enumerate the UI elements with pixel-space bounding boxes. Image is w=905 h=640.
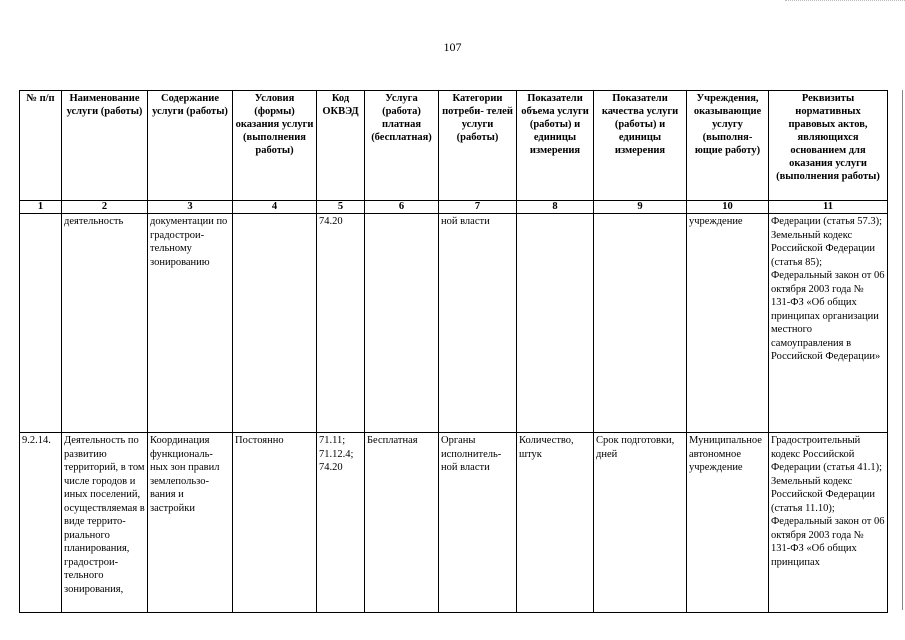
table-cell: ной власти [439,214,517,433]
table-cell: Срок подготовки, дней [594,433,687,613]
column-number: 4 [233,201,317,214]
header-cell: № п/п [20,91,62,201]
header-cell: Услуга (работа) платная (бесплатная) [365,91,439,201]
table-cell [365,214,439,433]
column-number: 3 [148,201,233,214]
column-number: 5 [317,201,365,214]
column-number: 9 [594,201,687,214]
header-cell: Код ОКВЭД [317,91,365,201]
table-cell: Постоянно [233,433,317,613]
table-cell: учреждение [687,214,769,433]
header-cell: Категории потреби- телей услуги (работы) [439,91,517,201]
table-cell: Количество, штук [517,433,594,613]
table-cell [517,214,594,433]
column-number: 11 [769,201,888,214]
table-cell: 74.20 [317,214,365,433]
table-cell [233,214,317,433]
column-number: 2 [62,201,148,214]
table-cell: Органы исполнитель- ной власти [439,433,517,613]
table-cell: документации по градострои- тельному зонированию [148,214,233,433]
table-cell: Бесплатная [365,433,439,613]
table-cell: Градостроительный кодекс Российской Федерации (статья 41.1); Земельный кодекс Российской Федерации (статья 11.10); Федеральный закон от 06 октября 2003 года № 131-ФЗ «Об общих принципах [769,433,888,613]
table-row [20,433,888,613]
header-cell: Условия (формы) оказания услуги (выполнения работы) [233,91,317,201]
header-cell: Содержание услуги (работы) [148,91,233,201]
table-cell: 9.2.14. [20,433,62,613]
header-row [20,91,888,201]
table-row [20,214,888,433]
column-number: 1 [20,201,62,214]
header-cell: Реквизиты нормативных правовых актов, являющихся основанием для оказания услуги (выполнения работы) [769,91,888,201]
column-number: 7 [439,201,517,214]
scan-edge-line [902,90,903,610]
table-cell [594,214,687,433]
column-number: 6 [365,201,439,214]
table-cell: Деятельность по развитию территорий, в том числе городов и иных поселений, осуществляемая в виде террито- риального планирования, градострои- тельного зонирования, [62,433,148,613]
table-cell: Федерации (статья 57.3); Земельный кодекс Российской Федерации (статья 85); Федеральный закон от 06 октября 2003 года № 131-ФЗ «Об общих принципах организации местного самоуправления в Российской Федерации» [769,214,888,433]
table-cell [20,214,62,433]
header-cell: Показатели качества услуги (работы) и единицы измерения [594,91,687,201]
page-number: 107 [443,40,462,54]
column-number-row [20,201,888,214]
column-number: 8 [517,201,594,214]
table-cell: деятельность [62,214,148,433]
scan-edge-mark [785,0,905,2]
header-cell: Наименование услуги (работы) [62,91,148,201]
table-cell: 71.11; 71.12.4; 74.20 [317,433,365,613]
table-cell: Муниципальное автономное учреждение [687,433,769,613]
services-registry-table [19,90,888,613]
header-cell: Показатели объема услуги (работы) и единицы измерения [517,91,594,201]
header-cell: Учреждения, оказывающие услугу (выполня- ющие работу) [687,91,769,201]
column-number: 10 [687,201,769,214]
table-cell: Координация функциональ- ных зон правил землепользо- вания и застройки [148,433,233,613]
